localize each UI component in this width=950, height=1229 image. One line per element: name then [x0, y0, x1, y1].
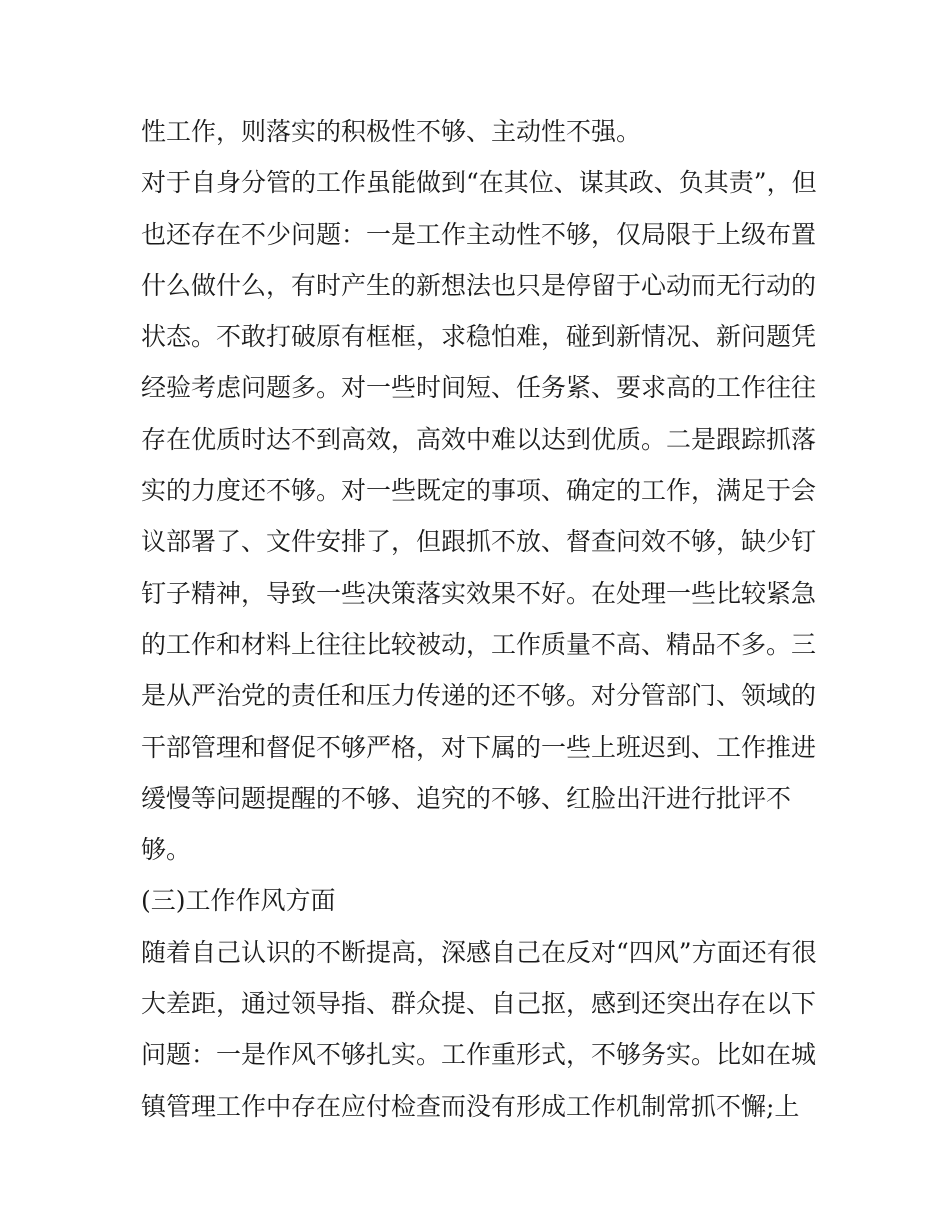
section-heading: (三)工作作风方面	[141, 886, 336, 916]
text-line: 实的力度还不够。对一些既定的事项、确定的工作，满足于会	[141, 476, 817, 506]
text-line: 是从严治党的责任和压力传递的还不够。对分管部门、领域的	[141, 681, 817, 711]
text-line: 对于自身分管的工作虽能做到“在其位、谋其政、负其责”，但	[141, 168, 817, 198]
text-line: 缓慢等问题提醒的不够、追究的不够、红脸出汗进行批评不	[141, 783, 792, 813]
text-line: 存在优质时达不到高效，高效中难以达到优质。二是跟踪抓落	[141, 424, 817, 454]
text-line: 状态。不敢打破原有框框，求稳怕难，碰到新情况、新问题凭	[141, 322, 817, 352]
text-line: 随着自己认识的不断提高，深感自己在反对“四风”方面还有很	[141, 937, 817, 967]
body-text	[141, 106, 821, 1132]
text-line: 性工作，则落实的积极性不够、主动性不强。	[141, 117, 642, 146]
text-line: 钉子精神，导致一些决策落实效果不好。在处理一些比较紧急	[141, 578, 817, 608]
text-line: 也还存在不少问题：一是工作主动性不够，仅局限于上级布置	[141, 219, 817, 249]
text-line: 问题：一是作风不够扎实。工作重形式，不够务实。比如在城	[141, 1040, 817, 1070]
text-line: 的工作和材料上往往比较被动，工作质量不高、精品不多。三	[141, 629, 817, 659]
text-line: 什么做什么，有时产生的新想法也只是停留于心动而无行动的	[141, 270, 817, 300]
text-line: 经验考虑问题多。对一些时间短、任务紧、要求高的工作往往	[141, 373, 817, 403]
text-line: 镇管理工作中存在应付检查而没有形成工作机制常抓不懈;上	[141, 1091, 800, 1121]
text-line: 议部署了、文件安排了，但跟抓不放、督查问效不够，缺少钉	[141, 527, 817, 557]
text-line: 大差距，通过领导指、群众提、自己抠，感到还突出存在以下	[141, 989, 817, 1019]
text-line: 干部管理和督促不够严格，对下属的一些上班迟到、工作推进	[141, 732, 817, 762]
text-line: 够。	[141, 835, 192, 865]
